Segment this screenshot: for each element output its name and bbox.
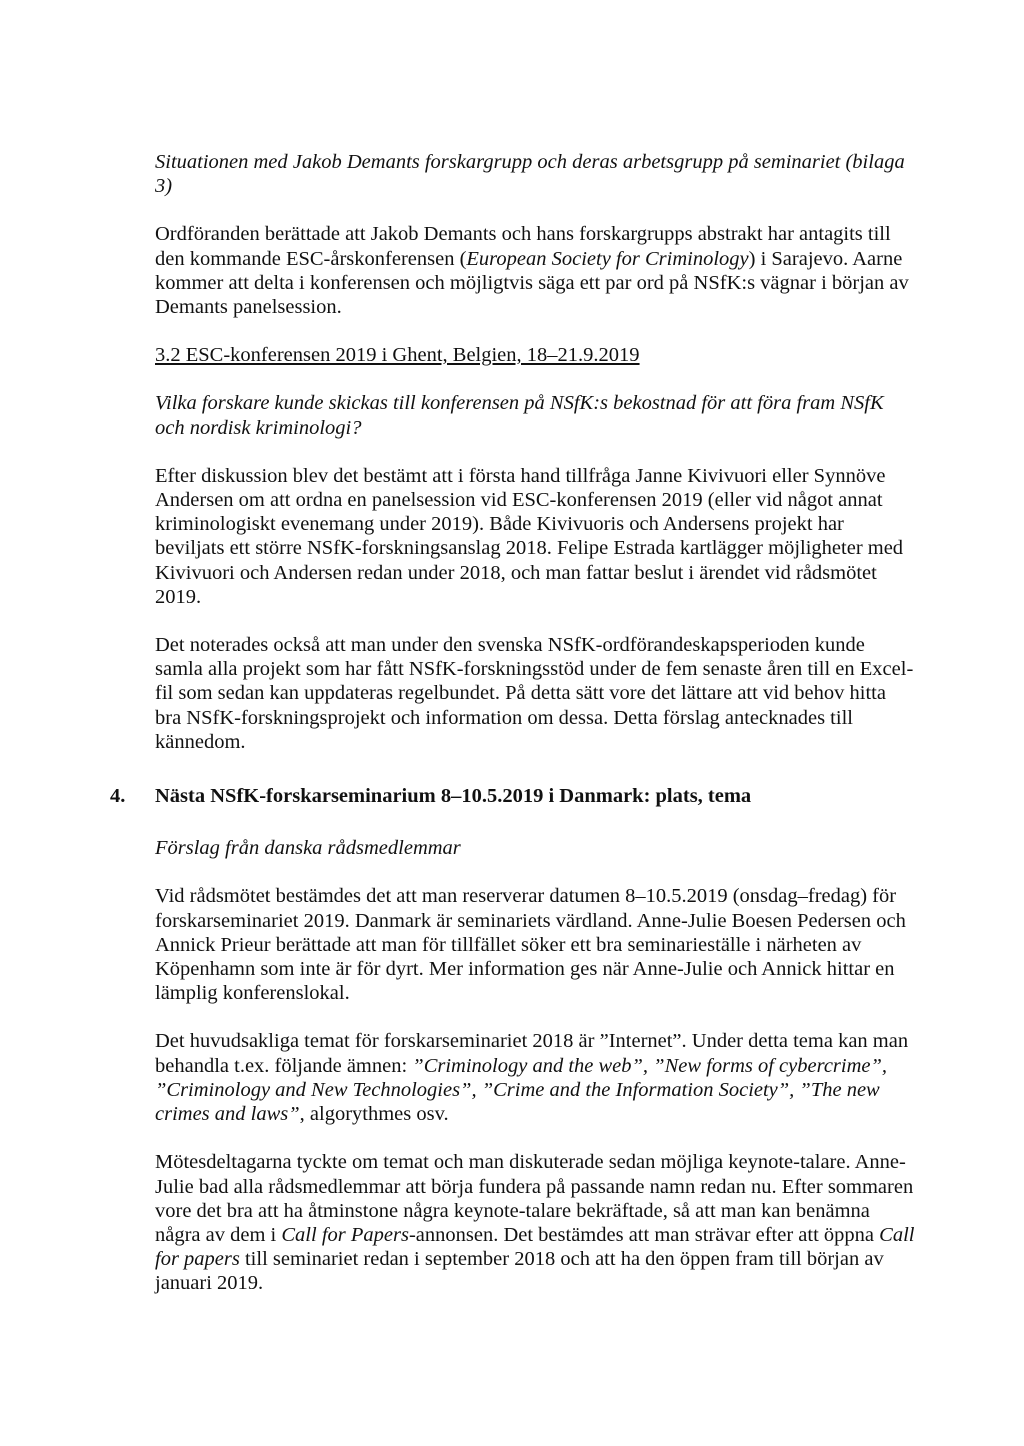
paragraph-seminar-theme: Det huvudsakliga temat för forskarseminariet 2018 är ”Internet”. Under detta tema kan man behandla t.ex. följande ämnen: ”Criminology and the web”, ”New forms of cybercrime”, ”Criminology and New Technologies”, ”Crime and the Information Society”, ”The new crimes and laws”, algorythmes osv. — [155, 1030, 909, 1126]
section-number: 4. — [110, 785, 126, 808]
paragraph-kivivuori-andersen: Efter diskussion blev det bestämt att i första hand tillfråga Janne Kivivuori eller Synnöve Andersen om att ordna en panelsession vid ESC-konferensen 2019 (eller vid något annat kriminologiskt evenemang under 2019). Både Kivivuoris och Andersens projekt har beviljats ett större NSfK-forskningsanslag 2018. Felipe Estrada kartlägger möjligheter med Kivivuori och Andersen redan under 2018, och man fattar beslut i ärendet vid rådsmötet 2019. — [155, 464, 904, 608]
paragraph-demant-abstract: Ordföranden berättade att Jakob Demants och hans forskargrupps abstrakt har antagits till den kommande ESC-årskonferensen (European Society for Criminology) i Sarajevo. Aarne kommer att delta i konferensen och möjligtvis säga ett par ord på NSfK:s vägnar i början av Demants panelsession. — [155, 223, 909, 319]
paragraph-excel-projects: Det noterades också att man under den svenska NSfK-ordförandeskapsperioden kunde samla alla projekt som har fått NSfK-forskningsstöd under de fem senaste åren till en Excel- fil som sedan kan uppdateras regelbundet. På detta sätt vore det lättare att vid behov hitta bra NSfK-forskningsprojekt och information om dessa. Detta förslag antecknades till kännedom. — [155, 634, 914, 753]
section-title-demant-group: Situationen med Jakob Demants forskargrupp och deras arbetsgrupp på seminariet (bilaga 3) — [155, 151, 905, 198]
section-heading-researcher-seminar — [110, 784, 915, 808]
paragraph-seminar-dates: Vid rådsmötet bestämdes det att man reserverar datumen 8–10.5.2019 (onsdag–fredag) för forskarseminariet 2019. Danmark är seminariets värdland. Anne-Julie Boesen Pedersen och Annick Prieur berättade att man för tillfället söker ett bra seminarieställe i närheten av Köpenhamn som inte är för dyrt. Mer information ges när Anne-Julie och Annick hittar en lämplig konferenslokal. — [155, 885, 906, 1005]
section-heading-esc-2019: 3.2 ESC-konferensen 2019 i Ghent, Belgien, 18–21.9.2019 — [155, 344, 640, 367]
document-body — [110, 150, 915, 1296]
question-esc-researchers: Vilka forskare kunde skickas till konferensen på NSfK:s bekostnad för att föra fram NSfK och nordisk kriminologi? — [155, 392, 884, 439]
paragraph-keynote-speakers: Mötesdeltagarna tyckte om temat och man diskuterade sedan möjliga keynote-talare. Anne- Julie bad alla rådsmedlemmar att börja fundera på passande namn redan nu. Efter sommaren vore det bra att ha åtminstone några keynote-talare bekräftade, så att man kan benämna några av dem i Call for Papers-annonsen. Det bestämdes att man strävar efter att öppna Call for papers till seminariet redan i september 2018 och att ha den öppen fram till början av januari 2019. — [155, 1151, 915, 1295]
section-heading-text: Nästa NSfK-forskarseminarium 8–10.5.2019 i Danmark: plats, tema — [155, 785, 752, 808]
subheading-danish-proposal: Förslag från danska rådsmedlemmar — [155, 837, 461, 860]
